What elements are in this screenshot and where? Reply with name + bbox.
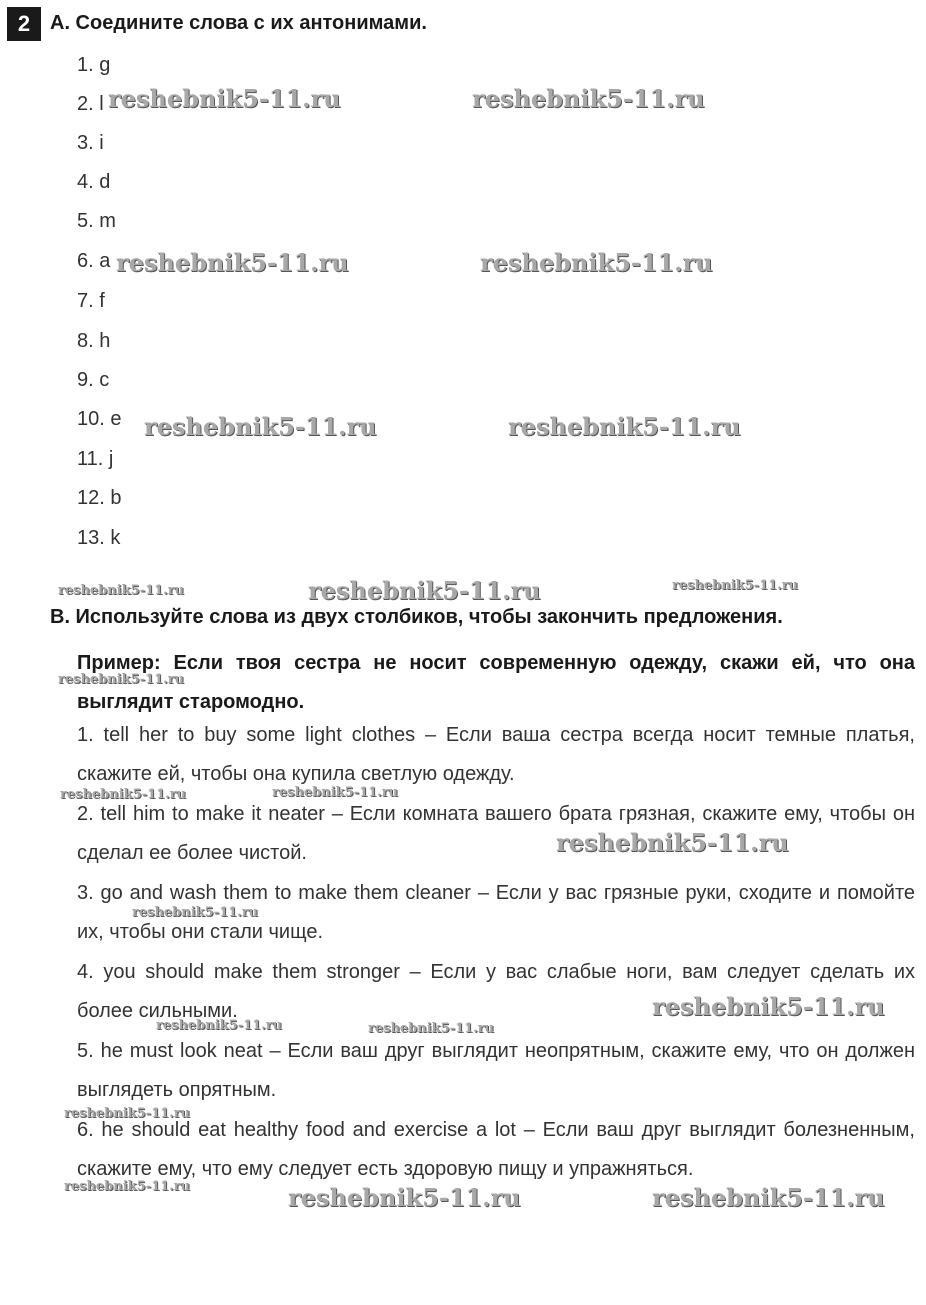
watermark: reshebnik5-11.ru [652, 992, 885, 1021]
watermark: reshebnik5-11.ru [108, 84, 341, 113]
section-a-heading: A. Соедините слова с их антонимами. [50, 12, 427, 34]
task-number-badge: 2 [7, 7, 41, 41]
sentence-item: 3. go and wash them to make them cleaner – Если у вас грязные руки, сходите и помойте их, чтобы они стали чище. [77, 882, 915, 943]
section-b-heading: B. Используйте слова из двух столбиков, чтобы закончить предложения. [50, 606, 783, 628]
watermark: reshebnik5-11.ru [60, 787, 187, 802]
answer-item: 1. g [77, 54, 111, 76]
watermark: reshebnik5-11.ru [144, 412, 377, 441]
watermark: reshebnik5-11.ru [308, 576, 541, 605]
watermark: reshebnik5-11.ru [58, 672, 185, 687]
watermark: reshebnik5-11.ru [480, 248, 713, 277]
watermark: reshebnik5-11.ru [64, 1179, 191, 1194]
sentence-item: 6. he should eat healthy food and exercise a lot – Если ваш друг выглядит болезненным, скажите ему, что ему следует есть здоровую пищу и упражняться. [77, 1119, 915, 1180]
answer-item: 2. l [77, 93, 104, 115]
answer-item: 12. b [77, 487, 122, 509]
answer-item: 5. m [77, 210, 116, 232]
answer-item: 3. i [77, 132, 104, 154]
watermark: reshebnik5-11.ru [64, 1106, 191, 1121]
watermark: reshebnik5-11.ru [288, 1183, 521, 1212]
answer-item: 10. e [77, 408, 122, 430]
watermark: reshebnik5-11.ru [556, 828, 789, 857]
watermark: reshebnik5-11.ru [368, 1021, 495, 1036]
answer-item: 7. f [77, 290, 105, 312]
watermark: reshebnik5-11.ru [116, 248, 349, 277]
watermark: reshebnik5-11.ru [652, 1183, 885, 1212]
example-sentence: Пример: Если твоя сестра не носит современную одежду, скажи ей, что она выглядит старомодно. [77, 652, 915, 713]
watermark: reshebnik5-11.ru [672, 578, 799, 593]
answer-item: 11. j [77, 448, 114, 470]
sentence-item: 2. tell him to make it neater – Если комната вашего брата грязная, скажите ему, чтобы он сделал ее более чистой. [77, 803, 915, 864]
answer-item: 8. h [77, 330, 111, 352]
answer-item: 4. d [77, 171, 111, 193]
watermark: reshebnik5-11.ru [156, 1018, 283, 1033]
watermark: reshebnik5-11.ru [58, 583, 185, 598]
sentence-item: 1. tell her to buy some light clothes – Если ваша сестра всегда носит темные платья, скажите ей, чтобы она купила светлую одежду. [77, 724, 915, 785]
sentence-item: 4. you should make them stronger – Если у вас слабые ноги, вам следует сделать их более сильными. [77, 961, 915, 1022]
watermark: reshebnik5-11.ru [508, 412, 741, 441]
sentence-item: 5. he must look neat – Если ваш друг выглядит неопрятным, скажите ему, что он должен выглядеть опрятным. [77, 1040, 915, 1101]
answer-item: 13. k [77, 527, 121, 549]
watermark: reshebnik5-11.ru [272, 785, 399, 800]
answer-item: 9. c [77, 369, 110, 391]
answer-item: 6. a [77, 250, 111, 272]
watermark: reshebnik5-11.ru [472, 84, 705, 113]
watermark: reshebnik5-11.ru [132, 905, 259, 920]
